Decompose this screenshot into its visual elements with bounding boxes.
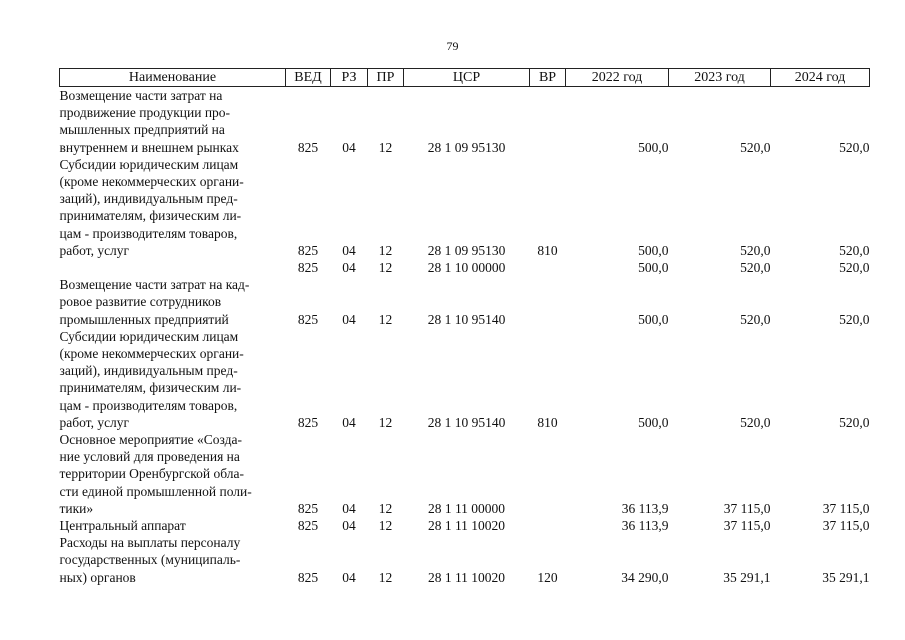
cell-name [60, 87, 286, 156]
cell-name-line: цам - производителям товаров, [59, 225, 238, 241]
table-header-row [60, 69, 870, 87]
cell-name-line: тики» [59, 500, 94, 516]
cell-name-line: Возмещение части затрат на кад- [59, 277, 250, 293]
cell-ved: 825 [297, 569, 319, 585]
cell-csr: 28 1 09 95130 [427, 139, 506, 155]
cell-2024: 37 115,0 [822, 500, 870, 516]
cell-name-line: Расходы на выплаты персоналу [59, 535, 241, 551]
cell-name-line: Субсидии юридическим лицам [59, 328, 239, 344]
cell-2023: 520,0 [740, 311, 771, 327]
cell-ved: 825 [297, 139, 319, 155]
cell-vr [530, 431, 566, 517]
cell-name-line: государственных (муниципаль- [59, 552, 241, 568]
cell-vr: 810 [537, 242, 558, 258]
header-2024: 2024 год [771, 69, 870, 87]
cell-pr: 12 [378, 569, 393, 585]
cell-name-line: Основное мероприятие «Созда- [59, 432, 242, 448]
cell-name-line: мышленных предприятий на [59, 122, 225, 138]
cell-name-line: внутреннем и внешнем рынках [59, 139, 239, 155]
cell-ved: 825 [297, 242, 319, 258]
cell-name-line: заций), индивидуальным пред- [59, 363, 238, 379]
cell-name [60, 328, 286, 431]
cell-2024: 520,0 [839, 260, 870, 276]
cell-name-line: (кроме некоммерческих органи- [59, 174, 244, 190]
cell-ved: 825 [297, 500, 319, 516]
header-2023: 2023 год [669, 69, 771, 87]
header-ved: ВЕД [286, 69, 331, 87]
cell-pr: 12 [378, 311, 393, 327]
cell-csr: 28 1 11 00000 [427, 500, 506, 516]
cell-vr [530, 259, 566, 276]
cell-ved: 825 [297, 414, 319, 430]
table-row [60, 156, 870, 259]
cell-2023: 35 291,1 [723, 569, 771, 585]
cell-name-line: принимателям, физическим ли- [59, 208, 242, 224]
cell-2022: 36 113,9 [621, 500, 669, 516]
cell-ved: 825 [297, 311, 319, 327]
cell-rz: 04 [342, 311, 356, 327]
cell-name [60, 431, 286, 517]
cell-rz: 04 [342, 518, 356, 534]
cell-name-line: Возмещение части затрат на [59, 88, 223, 103]
cell-name-line: продвижение продукции про- [59, 105, 231, 121]
cell-name-line: (кроме некоммерческих органи- [59, 346, 244, 362]
cell-name-line: работ, услуг [59, 414, 130, 430]
cell-2022: 36 113,9 [621, 518, 669, 534]
cell-pr: 12 [378, 260, 393, 276]
cell-2022: 34 290,0 [621, 569, 669, 585]
cell-pr: 12 [378, 500, 393, 516]
cell-csr: 28 1 10 95140 [427, 311, 506, 327]
cell-rz: 04 [342, 414, 356, 430]
cell-2024: 35 291,1 [822, 569, 870, 585]
cell-vr: 810 [537, 414, 558, 430]
cell-csr: 28 1 09 95130 [427, 242, 506, 258]
page-number: 79 [446, 39, 459, 53]
table-body [60, 87, 870, 586]
cell-vr [530, 276, 566, 328]
cell-csr: 28 1 10 00000 [427, 260, 506, 276]
cell-2022: 500,0 [638, 139, 669, 155]
cell-pr: 12 [378, 242, 393, 258]
cell-2024: 520,0 [839, 139, 870, 155]
cell-ved: 825 [297, 518, 319, 534]
cell-name [60, 517, 286, 534]
cell-rz: 04 [342, 569, 356, 585]
cell-name-line: ние условий для проведения на [59, 449, 240, 465]
cell-2024: 37 115,0 [822, 518, 870, 534]
cell-name [60, 156, 286, 259]
cell-name [60, 259, 286, 276]
cell-name-line: цам - производителям товаров, [59, 397, 238, 413]
cell-rz: 04 [342, 260, 356, 276]
table-row [60, 431, 870, 517]
cell-vr [530, 517, 566, 534]
cell-2023: 520,0 [740, 260, 771, 276]
cell-name [60, 534, 286, 586]
table-row [60, 87, 870, 156]
cell-name-line: работ, услуг [59, 242, 130, 258]
cell-rz: 04 [342, 500, 356, 516]
cell-2022: 500,0 [638, 414, 669, 430]
cell-pr: 12 [378, 139, 393, 155]
table-row [60, 259, 870, 276]
header-2022: 2022 год [566, 69, 669, 87]
cell-vr: 120 [537, 569, 558, 585]
cell-csr: 28 1 11 10020 [427, 569, 506, 585]
cell-2023: 37 115,0 [723, 518, 771, 534]
cell-2024: 520,0 [839, 414, 870, 430]
cell-csr: 28 1 10 95140 [427, 414, 506, 430]
table-row [60, 517, 870, 534]
header-name: Наименование [60, 69, 286, 87]
cell-2022: 500,0 [638, 242, 669, 258]
header-pr: ПР [368, 69, 404, 87]
cell-name-line: территории Оренбургской обла- [59, 466, 244, 482]
cell-name-line: ных) органов [59, 569, 136, 585]
cell-name-line: промышленных предприятий [59, 311, 229, 327]
cell-pr: 12 [378, 518, 393, 534]
cell-pr: 12 [378, 414, 393, 430]
cell-ved: 825 [297, 260, 319, 276]
cell-rz: 04 [342, 242, 356, 258]
table-row [60, 534, 870, 586]
cell-name [60, 276, 286, 328]
cell-vr [530, 87, 566, 156]
cell-csr: 28 1 11 10020 [427, 518, 506, 534]
cell-2023: 520,0 [740, 242, 771, 258]
cell-name-line: ровое развитие сотрудников [59, 294, 222, 310]
cell-name-line: заций), индивидуальным пред- [59, 191, 238, 207]
cell-2024: 520,0 [839, 242, 870, 258]
cell-name-line: сти единой промышленной поли- [59, 483, 252, 499]
cell-2022: 500,0 [638, 260, 669, 276]
header-rz: РЗ [331, 69, 368, 87]
header-csr: ЦСР [404, 69, 530, 87]
budget-table [59, 68, 870, 586]
table-row [60, 276, 870, 328]
cell-2022: 500,0 [638, 311, 669, 327]
cell-name-line: Субсидии юридическим лицам [59, 156, 239, 172]
cell-2024: 520,0 [839, 311, 870, 327]
header-vr: ВР [530, 69, 566, 87]
cell-name-line: Центральный аппарат [59, 518, 186, 534]
table-row [60, 328, 870, 431]
cell-2023: 520,0 [740, 139, 771, 155]
cell-rz: 04 [342, 139, 356, 155]
cell-2023: 37 115,0 [723, 500, 771, 516]
cell-name-line: принимателям, физическим ли- [59, 380, 242, 396]
cell-2023: 520,0 [740, 414, 771, 430]
